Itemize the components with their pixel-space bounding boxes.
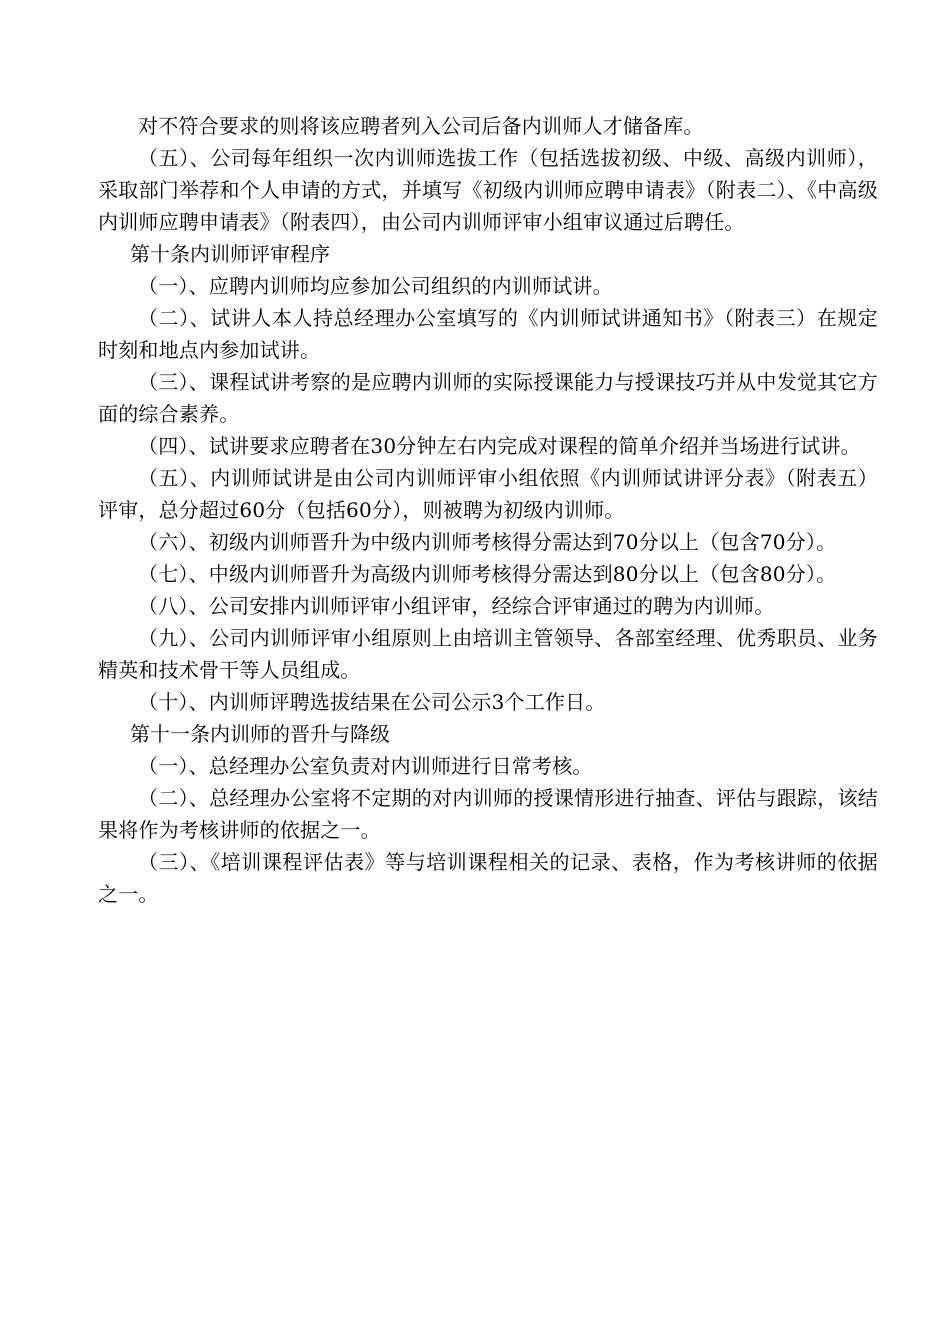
paragraph: （一）、应聘内训师均应参加公司组织的内训师试讲。 [138, 274, 613, 298]
paragraph: （四）、试讲要求应聘者在30分钟左右内完成对课程的简单介绍并当场进行试讲。 [138, 434, 861, 458]
paragraph: （八）、公司安排内训师评审小组评审，经综合评审通过的聘为内训师。 [138, 594, 775, 618]
paragraph: 对不符合要求的则将该应聘者列入公司后备内训师人才储备库。 [138, 114, 704, 138]
paragraph: （三）、课程试讲考察的是应聘内训师的实际授课能力与授课技巧并从中发觉其它方面的综合素养。 [98, 370, 878, 426]
paragraph: （十）、内训师评聘选拔结果在公司公示3个工作日。 [138, 690, 606, 714]
document-page [98, 110, 878, 910]
section-heading: 第十一条内训师的晋升与降级 [130, 722, 390, 746]
paragraph: （一）、总经理办公室负责对内训师进行日常考核。 [138, 754, 593, 778]
section-heading: 第十条内训师评审程序 [130, 242, 330, 266]
paragraph: （五）、公司每年组织一次内训师选拔工作（包括选拔初级、中级、高级内训师），采取部门举荐和个人申请的方式，并填写《初级内训师应聘申请表》（附表二）、《中高级内训师应聘申请表》（附表四），由公司内训师评审小组审议通过后聘任。 [98, 146, 878, 234]
paragraph: （二）、总经理办公室将不定期的对内训师的授课情形进行抽查、评估与跟踪，该结果将作为考核讲师的依据之一。 [98, 786, 878, 842]
paragraph: （九）、公司内训师评审小组原则上由培训主管领导、各部室经理、优秀职员、业务精英和技术骨干等人员组成。 [98, 626, 878, 682]
paragraph: （三）、《培训课程评估表》等与培训课程相关的记录、表格，作为考核讲师的依据之一。 [98, 850, 878, 906]
paragraph: （二）、试讲人本人持总经理办公室填写的《内训师试讲通知书》（附表三）在规定时刻和地点内参加试讲。 [98, 306, 878, 362]
paragraph: （六）、初级内训师晋升为中级内训师考核得分需达到70分以上（包含70分）。 [138, 530, 837, 554]
paragraph: （五）、内训师试讲是由公司内训师评审小组依照《内训师试讲评分表》（附表五）评审，总分超过60分（包括60分），则被聘为初级内训师。 [98, 466, 878, 522]
paragraph: （七）、中级内训师晋升为高级内训师考核得分需达到80分以上（包含80分）。 [138, 562, 837, 586]
